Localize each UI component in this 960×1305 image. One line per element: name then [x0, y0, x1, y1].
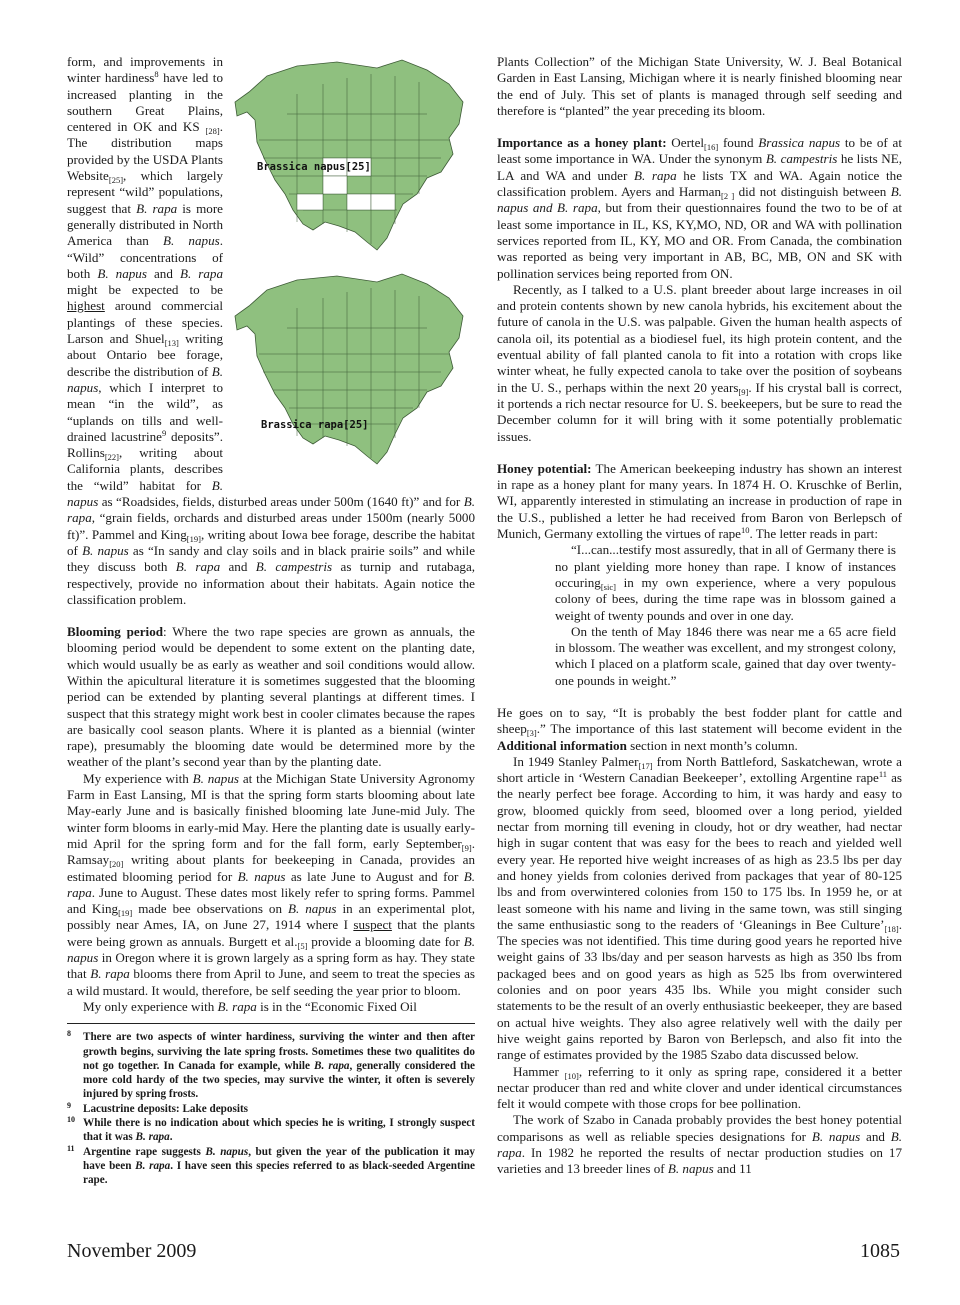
map-brassica-rapa: [227, 268, 475, 478]
map-label-napus: Brassica napus[25]: [257, 161, 371, 173]
distribution-maps: [227, 54, 475, 478]
paragraph-canola-future: Recently, as I talked to a U.S. plant breeder about large increases in oil and protein contents shown by new canola hybrids, his excitement about the future of canola in the U.S. was palpable. Given the human health aspects of canola oil, its potential as a biodiesel fuel, its high protein content, and the eventual ability of fall planted canola to fit into a rotation with crops like winter wheat, he fully expected canola to take over the position of soybeans in the U. S., perhaps within the next 20 years$_{[9]}$. If his crystal ball is correct, it portends a rich nectar resource for U. S. beekeepers, but be sure to read the December column for it will bring with it some potentially problematic issues.: [497, 281, 902, 444]
paragraph-honey-potential: Honey potential: The American beekeeping industry has shown an interest in rape as a honey plant for many years. In 1874 H. O. Kruschke of Berlin, WI, apparently interested in stimulating an increase in production of rape in the U.S., published a letter he had received from Baron von Berlepsch of Munich, Germany extolling the virtues of rape$^{10}$. The letter reads in part:: [497, 460, 902, 542]
map-brassica-napus: [227, 54, 475, 264]
section-heading: Blooming period: [67, 624, 164, 640]
footnote: 10 While there is no indication about which species he is writing, I strongly suspect that it was B. rapa.: [67, 1115, 475, 1144]
footnote: 9 Lacustrine deposits: Lake deposits: [67, 1100, 249, 1115]
footnote-divider: [67, 1023, 475, 1024]
paragraph-blooming-period: Blooming period: Where the two rape species are grown as annuals, the blooming period would be dependent to some extent on the planting date, which would usually be as early as weather and soil conditions would allow. Within the apicultural literature it is sometimes suggested that the blooming period can be extended by planting several plantings at different times. I suspect that this strategy might work best in cooler climates because the rapes are basically cool season plants. Where it is planted as a biennial (winter rape), presumably the blooming date would be determined more by the weather of the plant’s second year than by the planting date.: [67, 624, 475, 770]
quote-paragraph: On the tenth of May 1846 there was near me a 65 acre field in blossom. The weather was excellent, and my strongest colony, which I placed on a platform scale, gained that day over twenty-one pounds in weight.”: [555, 623, 896, 688]
paragraph-habitat: form, and improvements in winter hardiness$^8$ have led to increased planting in the southern Great Plains, centered in OK and KS $_{[28]}$. The distribution maps provided by the USDA Plants Website$_{[25]}$, which largely represent “wild” populations, suggest that B. rapa is more generally distributed in North America than B. napus. “Wild” concentrations of both B. napus and B. rapa might be expected to be highest around commercial plantings of these species. Larson and Shuel$_{[13]}$ writing about Ontario bee forage, describe the distribution of B. napus, which I interpret to mean “in the wild”, as “uplands on tills and well-drained lacustrine$^9$ deposits”. Rollins$_{[22]}$, writing about California plants, describes the “wild” habitat for B. napus as “Roadsides, fields, disturbed areas under 500m (1640 ft)” and for B. rapa, “grain fields, orchards and disturbed areas under 1500m (nearly 5000 ft)”. Pammel and King$_{[19]}$, writing about Iowa bee forage, describe the habitat of B. napus as “In sandy and clay soils and in black prairie soils” and while they discuss both B. rapa and B. campestris as turnip and rutabaga, respectively, provide no information about their habitats. Again notice the classification problem.: [67, 54, 476, 607]
left-column: [67, 54, 475, 1187]
section-heading: Importance as a honey plant:: [497, 135, 667, 151]
paragraph-honey-plant: Importance as a honey plant: Oertel$_{[16]}$ found Brassica napus to be of at least some importance in WA. Under the synonym B. campestris he lists NE, LA and WA and under B. rapa he lists TX and WA. Again notice the classification problem. Ayers and Harman$_{[2 ]}$ did not distinguish between B. napus and B. rapa, but from their questionnaires found the two to be of at least some importance in IL, KS, KY,MO, ND, OR and WA with pollination services reported from IL, KY, MO and OR. From Canada, the combination was reported as being very important in AB, BC, MB, ON and SK with pollination services being reported from ON.: [497, 135, 903, 281]
page-number: 1085: [860, 1240, 900, 1262]
paragraph-szabo: The work of Szabo in Canada probably provides the best honey potential comparisons as well as reliable species designations for B. napus and B. rapa. In 1982 he reported the results of nectar production studies on 17 varieties and 13 breeder lines of B. napus and 11: [497, 1112, 903, 1177]
map-label-rapa: Brassica rapa[25]: [261, 419, 369, 431]
paragraph-palmer: In 1949 Stanley Palmer$_{[17]}$ from North Battleford, Saskatchewan, wrote a short article in ‘Western Canadian Beekeeper’, extolling Argentine rape$^{11}$ as the nearly perfect bee forage. According to him, it was hardy and easy to grow, bloomed quickly from seed, bloomed over a long period, yielded nectar from morning till evening in cloudy, hot or dry weather, had nectar high in sugar content that was easy for the bees to reach and yielded well every year. He reported hive weight increases of as high as 23.5 lbs per day and honey yields from colonies derived from packages that year of 80-125 lbs and from overwintered colonies from 150 to 175 lbs. In 1959 he, or at least someone with his name and living in the same town, was still singing the same enthusiastic song to the readers of ‘Gleanings in Bee $Culture’_{[18]}$. The species was not identified. This time during good years he reported hive weight gains of 33 lbs/day and per season harvests as high as 350 lbs from packaged bees and on good years as high as 525 lbs from overwintered colonies and on poor years 435 lbs. While you might consider such statements to be the result of an overly enthusiastic beekeeper, they are based on actual hive weights. They also agree relatively well with the daily per hive weight gains reported by Baron von Berlepsch, and also fit into the range of estimates provided by the 1985 Szabo data discussed below.: [497, 753, 902, 1063]
right-column: [497, 54, 902, 1178]
footnote: 11 Argentine rape suggests B. napus, but given the year of the publication it may have been B. rapa. I have seen this species referred to as black-seeded Argentine rape.: [67, 1143, 475, 1187]
paragraph-hammer: Hammer $_{[10]}$, referring to it only as spring rape, considered it a better nectar producer than red and white clover and under identical circumstances felt it would compete with those crops for bee pollination.: [497, 1063, 902, 1112]
paragraph-experience: My experience with B. napus at the Michigan State University Agronomy Farm in East Lansing, MI is that the spring form starts blooming about late May-early June and is basically finished blooming late June-mid July. The winter form blooms in early-mid May. Here the planting date is usually early-mid April for the spring form and for the fall form, early September$_{[9]}$. Ramsay$_{[20]}$ writing about plants for beekeeping in Canada, provides an estimated blooming period for B. napus as late June to August and for B. rapa. June to August. These dates most likely refer to spring forms. Pammel and King$_{[19]}$ made bee observations on B. napus in an experimental plot, possibly near Ames, IA, on June 27, 1914 where I suspect that the plants were being grown as annuals. Burgett et $al._{[5]}$ provide a blooming date for B. napus in Oregon where it is grown largely as a spring form as hay. They state that B. rapa blooms there from April to June, and seem to treat the species as a wild mustard. It would, therefore, be self seeding the year prior to bloom.: [67, 770, 476, 998]
paragraph-collection: Plants Collection” of the Michigan State University, W. J. Beal Botanical Garden in East Lansing, Michigan where it is nearly finished blooming near the end of July. This set of plants is managed through self seeding and therefore is “planted” the year preceding its bloom.: [497, 54, 902, 118]
footnote: 8 There are two aspects of winter hardiness, surviving the winter and then after growth begins, surviving the late spring frosts. Sometimes these two qualitites do not go together. In Canada for example, while B. rapa, generally considered the more cold hardy of the two species, may survive the winter, it often is severely injured by spring frosts.: [67, 1029, 476, 1101]
north-america-outline: [235, 274, 463, 464]
footer-date: November 2009: [67, 1240, 197, 1262]
paragraph-fodder: He goes on to say, “It is probably the best fodder plant for cattle and sheep$_{[3]}$.” The importance of this last statement will become evident in the Additional information section in next month’s column.: [497, 704, 902, 753]
north-america-outline: [235, 60, 463, 250]
block-quote: [555, 542, 896, 689]
quote-paragraph: “I...can...testify most assuredly, that in all of Germany there is no plant yielding more honey than rape. I know of instances occuring$_{[sic]}$ in my own experience, where a very populous colony of bees, during the time rape was in blossom gained a weight of twenty pounds and over in one day.: [555, 542, 896, 623]
paragraph-rapa-experience: My only experience with B. rapa is in the “Economic Fixed Oil: [83, 998, 417, 1014]
section-heading: Honey potential:: [497, 460, 592, 476]
